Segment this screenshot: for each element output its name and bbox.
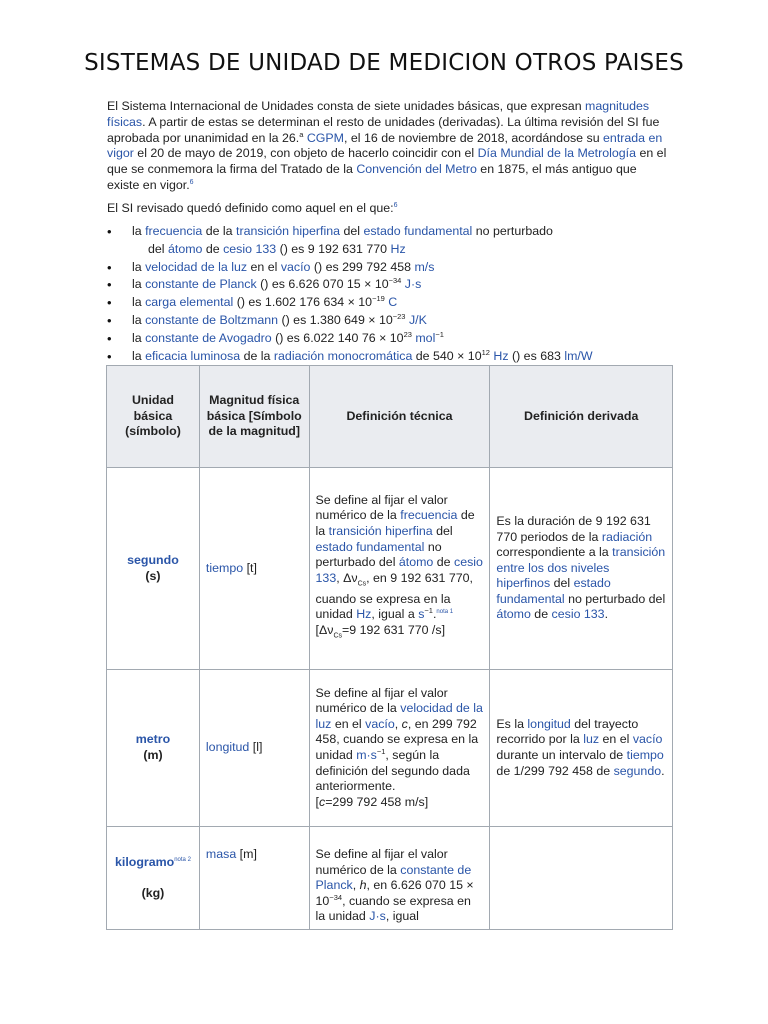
unit-symbol: (m) [143, 748, 163, 762]
intro-text: , el 16 de noviembre de 2018, acordándose su [344, 130, 604, 145]
reference-link[interactable]: 6 [189, 178, 194, 186]
link-hz[interactable]: Hz [356, 607, 372, 622]
header-definicion-derivada: Definición derivada [490, 366, 673, 468]
exponent: −19 [372, 294, 385, 304]
link-lm-w[interactable]: lm/W [564, 348, 593, 363]
link-atomo[interactable]: átomo [496, 607, 531, 622]
link-estado-fundamental[interactable]: estado fundamental [363, 224, 473, 238]
text: de [530, 607, 552, 622]
constants-list [107, 223, 687, 365]
text: de la [202, 224, 237, 238]
link-atomo[interactable]: átomo [398, 555, 434, 570]
intro-text: el 20 de mayo de 2019, con objeto de hacerlo coincidir con el [133, 146, 478, 161]
text: , igual a [371, 607, 419, 622]
link-carga-elemental[interactable]: carga elemental [145, 295, 234, 310]
exponent: −34 [329, 892, 343, 902]
link-atomo[interactable]: átomo [167, 241, 203, 256]
link-segundo[interactable]: segundo [127, 552, 179, 567]
link-cgpm[interactable]: CGPM [306, 130, 345, 145]
link-s[interactable]: s [418, 607, 425, 622]
exponent: −1 [424, 606, 433, 616]
intro-text: . A partir de estas se determinan el resto de unidades (derivadas). La última revisión del SI fue aprobada por unanimidad en la 26. [107, 114, 660, 145]
link-tiempo[interactable]: tiempo [205, 560, 244, 575]
link-estado-fundamental[interactable]: estado fundamental [496, 576, 611, 606]
exponent: 23 [403, 329, 412, 339]
link-m-s[interactable]: m·s [356, 748, 377, 762]
list-item [107, 259, 687, 277]
link-transicion-niveles-hiperfinos[interactable]: transición entre los dos niveles hiperfinos [496, 545, 666, 591]
text: () es 6.626 070 15 × 10 [256, 277, 389, 292]
magnitude-symbol: [t] [243, 560, 257, 575]
symbol-c: c [318, 794, 326, 809]
text: , igual [385, 909, 419, 924]
list-item [107, 348, 687, 366]
symbol-h: h [359, 878, 367, 893]
unit-symbol: (s) [145, 568, 161, 583]
link-j-k[interactable]: J/K [408, 312, 427, 327]
lead-text: El SI revisado quedó definido como aquel en el que: [107, 201, 394, 215]
text: , según la definición del segundo dada anteriormente. [315, 748, 470, 794]
text: Es la duración de 9 192 631 770 periodos de la [496, 513, 651, 544]
link-m-s[interactable]: m/s [414, 259, 435, 274]
link-longitud[interactable]: longitud [205, 740, 250, 755]
header-definicion-tecnica: Definición técnica [309, 366, 490, 468]
text: , Δν [336, 570, 358, 585]
text: la [132, 312, 146, 327]
text: . [661, 763, 665, 778]
link-constante-de-planck[interactable]: constante de Planck [315, 862, 472, 893]
magnitude-cell [199, 827, 309, 930]
link-segundo[interactable]: segundo [613, 763, 662, 778]
link-convencion-del-metro[interactable]: Convención del Metro [356, 162, 477, 177]
text: la [132, 348, 146, 363]
list-item [107, 223, 687, 259]
header-unidad-basica: Unidad básica (símbolo) [107, 366, 200, 468]
text: () es 683 [508, 348, 565, 363]
exponent: −23 [392, 311, 406, 321]
exponent: 12 [481, 347, 490, 357]
link-hz[interactable]: Hz [493, 348, 509, 363]
text: la [132, 259, 146, 274]
text: Se define al fijar el valor numérico de la [315, 492, 448, 523]
link-transicion-hiperfina[interactable]: transición hiperfina [236, 224, 341, 238]
text: =9 192 631 770 /s] [342, 623, 446, 638]
intro-paragraph [107, 99, 667, 194]
link-frecuencia[interactable]: frecuencia [400, 508, 458, 523]
text: en el [331, 716, 366, 731]
si-units-table [106, 365, 673, 930]
magnitude-symbol: [m] [236, 847, 257, 861]
link-transicion-hiperfina[interactable]: transición hiperfina [328, 524, 433, 539]
text: Se define al fijar el valor numérico de la [315, 685, 448, 716]
text: () es 1.602 176 634 × 10 [233, 295, 373, 310]
link-hz[interactable]: Hz [390, 241, 406, 256]
link-constante-de-boltzmann[interactable]: constante de Boltzmann [145, 312, 279, 327]
text: =299 792 458 m/s] [325, 794, 429, 809]
link-metro[interactable]: metro [135, 732, 171, 747]
text: , cuando se expresa en la unidad [315, 893, 471, 924]
exponent: −34 [388, 276, 402, 286]
derived-definition-cell [490, 468, 673, 670]
link-constante-de-planck[interactable]: constante de Planck [145, 277, 257, 292]
intro-text: El Sistema Internacional de Unidades consta de siete unidades básicas, que expresan [107, 99, 586, 113]
list-item [107, 276, 687, 294]
footnote-link[interactable]: nota 2 [174, 856, 191, 863]
text: correspondiente a la [496, 545, 613, 560]
symbol-c: c [401, 716, 408, 731]
link-c[interactable]: C [388, 295, 398, 310]
link-radiacion[interactable]: radiación [601, 529, 653, 544]
text: la [132, 295, 146, 310]
text: del trayecto recorrido por la [496, 716, 639, 747]
text: de la [315, 508, 475, 539]
link-radiacion-monocromatica[interactable]: radiación monocromática [273, 348, 413, 363]
indent [132, 242, 148, 256]
text: [ [315, 794, 319, 809]
link-masa[interactable]: masa [205, 847, 237, 861]
subscript: Cs [357, 580, 367, 588]
link-luz[interactable]: luz [583, 732, 600, 747]
unit-cell [107, 827, 200, 930]
table-row [107, 670, 673, 827]
list-item [107, 312, 687, 330]
text: de [433, 555, 454, 570]
text: Se define al fijar el valor numérico de la [315, 847, 448, 877]
exponent: −1 [435, 329, 444, 339]
link-vacio[interactable]: vacío [632, 732, 663, 747]
unit-symbol: (kg) [141, 885, 165, 900]
technical-definition-cell: Se define al fijar el valor numérico de la frecuencia de la transición hiperfina del estado fundamental no perturbado del átomo de cesio 133, $\Delta\nu_{Cs}$, en 9 192 631 770, cuando se expresa en la unidad Hz, igual a $s^{-1}.^{nota 1}$ [$\Delta\nu_{Cs}=9$ 192 631 770 /s] [309, 468, 490, 670]
link-estado-fundamental[interactable]: estado fundamental [315, 539, 425, 554]
text: de la [240, 348, 274, 363]
ordinal-mark: a [299, 129, 304, 139]
text: la [132, 277, 146, 292]
text: no perturbado [472, 224, 553, 238]
intro-text: en el que se conmemora la firma del Tratado de la [107, 146, 667, 177]
table-row [107, 827, 673, 930]
text: la [132, 224, 146, 238]
technical-definition-cell [309, 670, 490, 827]
link-j-s[interactable]: J·s [404, 277, 422, 292]
reference-link[interactable]: 6 [393, 201, 398, 209]
link-entrada-en-vigor[interactable]: entrada en vigor [107, 130, 663, 161]
list-item [107, 330, 687, 348]
link-velocidad-de-la-luz[interactable]: velocidad de la luz [145, 259, 248, 274]
link-cesio-133[interactable]: cesio 133 [551, 607, 605, 622]
si-revised-lead [107, 201, 667, 217]
text: durante un intervalo de [496, 748, 627, 762]
text: () es 6.022 140 76 × 10 [271, 330, 404, 345]
link-eficacia-luminosa[interactable]: eficacia luminosa [145, 348, 241, 363]
link-magnitudes-fisicas[interactable]: magnitudes físicas [107, 99, 650, 129]
page-title: SISTEMAS DE UNIDAD DE MEDICION OTROS PAISES [84, 50, 684, 76]
text: del [432, 524, 453, 539]
derived-definition-cell [490, 827, 673, 930]
table-row [107, 468, 673, 670]
text: de [202, 241, 224, 256]
link-longitud[interactable]: longitud [527, 716, 571, 731]
footnote-link[interactable]: nota 1 [436, 609, 454, 616]
exponent: −1 [376, 746, 386, 756]
unit-cell [107, 468, 200, 670]
subscript: Cs [333, 632, 343, 640]
text: . [604, 607, 609, 622]
technical-definition-cell [309, 827, 490, 930]
derived-definition-cell [490, 670, 673, 827]
text: de 540 × 10 [412, 348, 482, 363]
link-vacio[interactable]: vacío [365, 716, 395, 731]
header-magnitud-fisica: Magnitud física básica [Símbolo de la magnitud] [199, 366, 309, 468]
link-cesio-133[interactable]: cesio 133 [315, 555, 483, 585]
link-cesio-133[interactable]: cesio 133 [223, 241, 277, 256]
unit-cell [107, 670, 200, 827]
magnitude-cell [199, 670, 309, 827]
link-vacio[interactable]: vacío [280, 259, 311, 274]
text: no perturbado del [315, 539, 442, 570]
magnitude-symbol: [l] [249, 740, 263, 755]
text: no perturbado del [564, 591, 666, 606]
text: [Δν [315, 623, 334, 638]
intro-text: en 1875, el más antiguo que existe en vigor. [107, 162, 637, 192]
link-frecuencia[interactable]: frecuencia [145, 224, 203, 238]
text: del [550, 576, 574, 591]
link-dia-mundial-metrologia[interactable]: Día Mundial de la Metrología [477, 146, 637, 161]
magnitude-cell [199, 468, 309, 670]
text: , en 299 792 458, cuando se expresa en la unidad [315, 716, 479, 762]
text: del [148, 241, 168, 256]
text: Es la [496, 716, 528, 731]
link-mol[interactable]: mol [415, 330, 436, 345]
text: , en 6.626 070 15 × 10 [315, 878, 474, 908]
text: en el [247, 259, 281, 274]
text: en el [599, 732, 633, 747]
link-j-s[interactable]: J·s [369, 909, 386, 924]
text: la [132, 330, 146, 345]
text: () es 9 192 631 770 [276, 241, 391, 256]
text: , [394, 716, 402, 731]
list-item [107, 294, 687, 312]
text: de 1/299 792 458 de [496, 763, 614, 778]
text: () es 299 792 458 [310, 259, 415, 274]
link-tiempo[interactable]: tiempo [626, 748, 664, 762]
text: , en 9 192 631 770, cuando se expresa en la unidad [315, 570, 473, 622]
text: , [352, 878, 360, 893]
table-header-row [107, 366, 673, 468]
link-velocidad-de-la-luz[interactable]: velocidad de la luz [315, 701, 483, 731]
link-kilogramo[interactable]: kilogramo [115, 854, 175, 869]
text: () es 1.380 649 × 10 [278, 312, 393, 327]
text: del [340, 224, 364, 238]
link-constante-de-avogadro[interactable]: constante de Avogadro [145, 330, 272, 345]
